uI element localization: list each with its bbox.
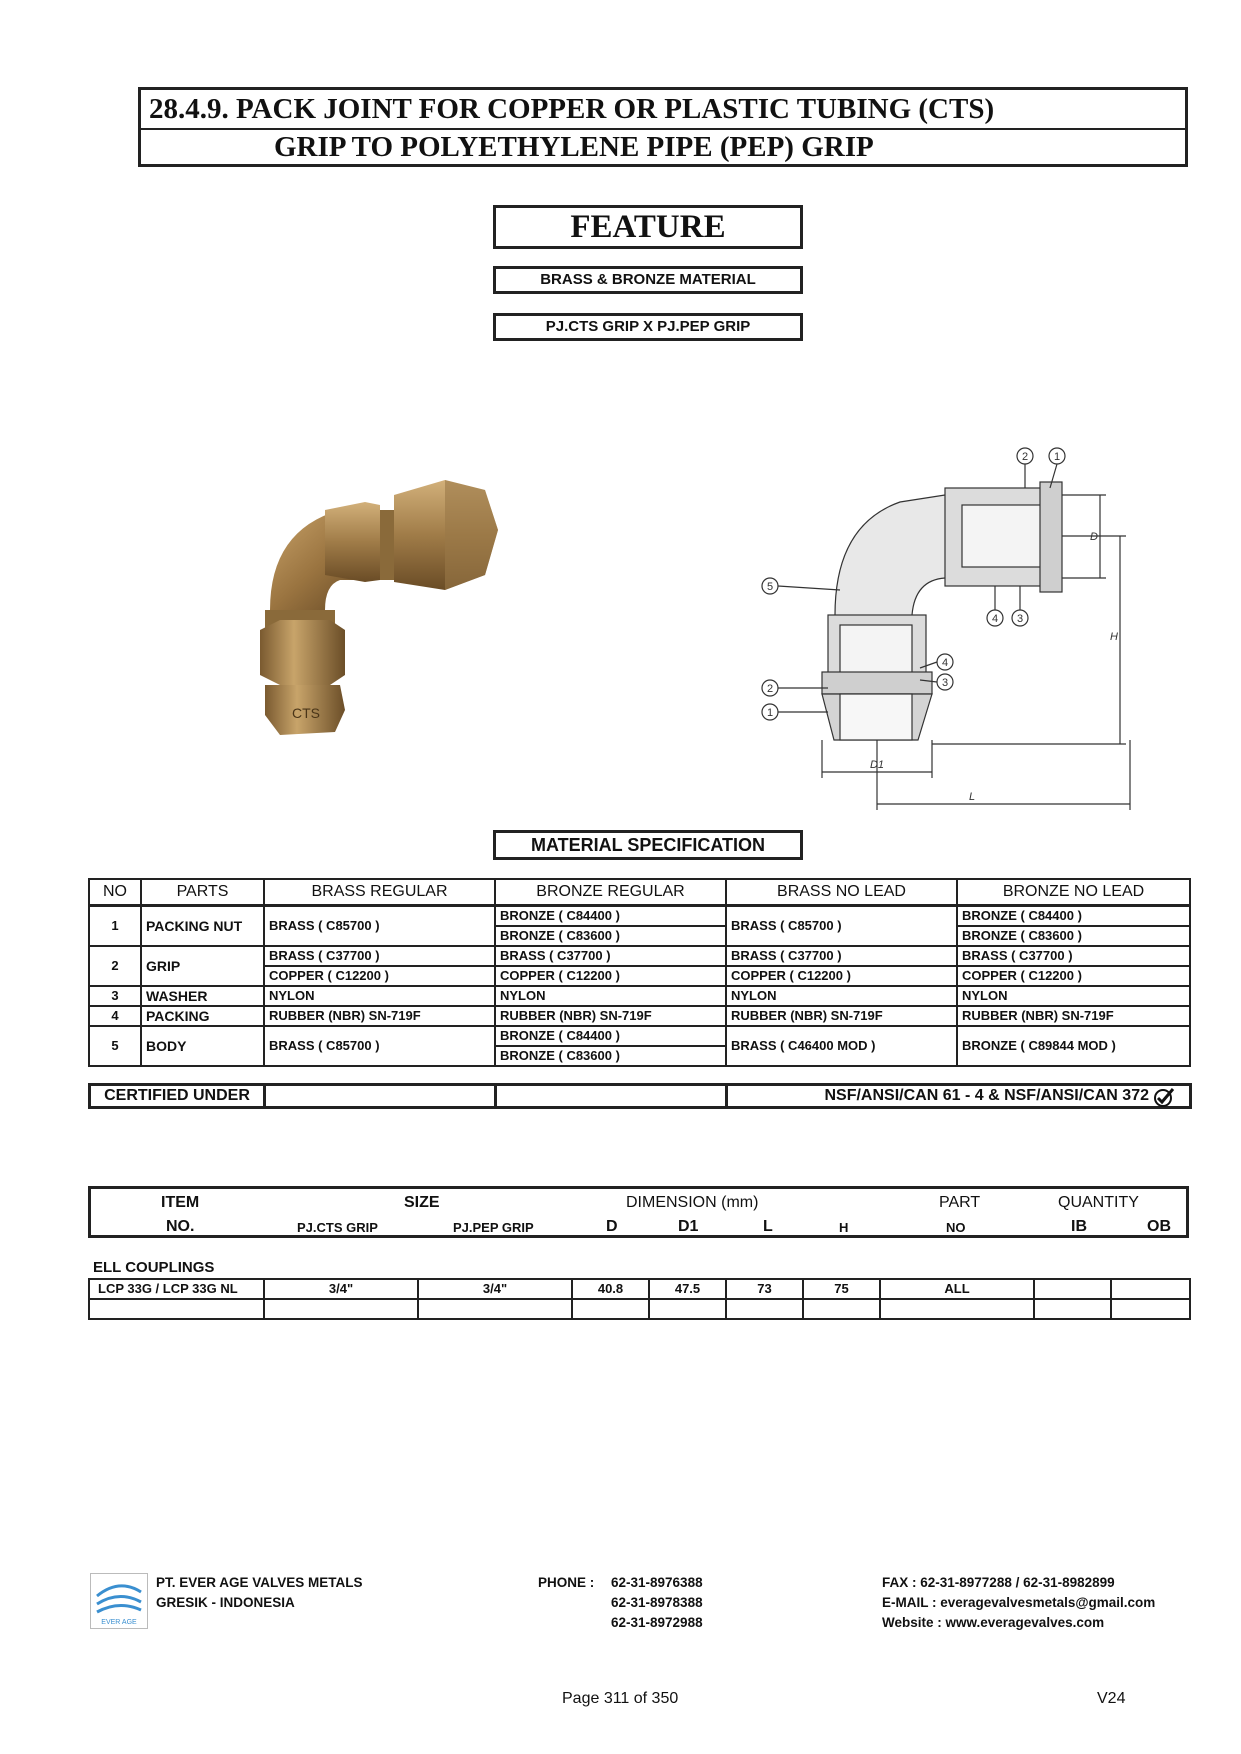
empty-cell bbox=[264, 1299, 418, 1319]
cell-bronze-regular: BRONZE ( C83600 ) bbox=[495, 926, 726, 946]
header-d1: D1 bbox=[678, 1218, 699, 1235]
cell-item: LCP 33G / LCP 33G NL bbox=[89, 1279, 264, 1299]
dimension-table bbox=[88, 1278, 1191, 1320]
check-icon bbox=[1153, 1087, 1175, 1113]
header-d: D bbox=[606, 1218, 618, 1235]
row-no: 5 bbox=[89, 1026, 141, 1066]
photo-engraving: CTS bbox=[292, 705, 320, 721]
header-ib: IB bbox=[1071, 1218, 1087, 1235]
cert-empty-1 bbox=[265, 1085, 496, 1108]
company-logo bbox=[90, 1573, 148, 1629]
callout-5: 5 bbox=[766, 581, 774, 593]
cell-bronze-regular: BRONZE ( C84400 ) bbox=[495, 1026, 726, 1046]
cell-ib bbox=[1034, 1279, 1111, 1299]
technical-drawing bbox=[750, 440, 1140, 810]
header-l: L bbox=[763, 1218, 773, 1235]
cell-bronze-regular: COPPER ( C12200 ) bbox=[495, 966, 726, 986]
header-ob: OB bbox=[1147, 1218, 1171, 1235]
cell-brass-regular: NYLON bbox=[264, 986, 495, 1006]
row-part: PACKING bbox=[141, 1006, 264, 1026]
section-ell-couplings: ELL COUPLINGS bbox=[93, 1259, 215, 1276]
cell-brass-no-lead: COPPER ( C12200 ) bbox=[726, 966, 957, 986]
cell-cts: 3/4" bbox=[264, 1279, 418, 1299]
title-block bbox=[138, 87, 1188, 167]
callout-4: 4 bbox=[991, 613, 999, 625]
header-h: H bbox=[839, 1220, 849, 1235]
feature-model: PJ.CTS GRIP X PJ.PEP GRIP bbox=[493, 313, 803, 341]
cell-bronze-no-lead: COPPER ( C12200 ) bbox=[957, 966, 1190, 986]
table-row bbox=[89, 1279, 1190, 1299]
cell-ob bbox=[1111, 1279, 1190, 1299]
page-number: Page 311 of 350 bbox=[562, 1690, 679, 1707]
callout-3-lower: 3 bbox=[941, 677, 949, 689]
table-row bbox=[89, 906, 1190, 927]
callout-1-lower: 1 bbox=[766, 707, 774, 719]
header-item-no: NO. bbox=[166, 1218, 195, 1235]
row-part: WASHER bbox=[141, 986, 264, 1006]
page-subtitle: GRIP TO POLYETHYLENE PIPE (PEP) GRIP bbox=[274, 131, 874, 163]
cert-empty-2 bbox=[496, 1085, 727, 1108]
cell-brass-regular: BRASS ( C85700 ) bbox=[264, 1026, 495, 1066]
dim-label-h: H bbox=[1110, 631, 1118, 643]
empty-cell bbox=[726, 1299, 803, 1319]
cell-bronze-no-lead: RUBBER (NBR) SN-719F bbox=[957, 1006, 1190, 1026]
phone-1: 62-31-8976388 bbox=[611, 1575, 703, 1590]
row-no: 1 bbox=[89, 906, 141, 947]
header-dimension: DIMENSION (mm) bbox=[626, 1194, 759, 1211]
certification-row bbox=[88, 1083, 1192, 1109]
row-part: GRIP bbox=[141, 946, 264, 986]
fax: FAX : 62-31-8977288 / 62-31-8982899 bbox=[882, 1575, 1115, 1590]
header-pj-cts: PJ.CTS GRIP bbox=[297, 1220, 378, 1235]
certified-value-cell bbox=[727, 1085, 1191, 1108]
cell-bronze-no-lead: BRONZE ( C84400 ) bbox=[957, 906, 1190, 927]
header-part-no: NO bbox=[946, 1220, 966, 1235]
company-name: PT. EVER AGE VALVES METALS bbox=[156, 1575, 363, 1590]
empty-cell bbox=[649, 1299, 726, 1319]
company-location: GRESIK - INDONESIA bbox=[156, 1595, 295, 1610]
table-row bbox=[89, 946, 1190, 966]
cell-brass-no-lead: NYLON bbox=[726, 986, 957, 1006]
cell-bronze-no-lead: BRONZE ( C89844 MOD ) bbox=[957, 1026, 1190, 1066]
empty-cell bbox=[572, 1299, 649, 1319]
cell-brass-no-lead: BRASS ( C46400 MOD ) bbox=[726, 1026, 957, 1066]
table-row bbox=[89, 1026, 1190, 1046]
cell-bronze-regular: BRASS ( C37700 ) bbox=[495, 946, 726, 966]
version-label: V24 bbox=[1097, 1690, 1126, 1707]
phone-label: PHONE : bbox=[538, 1575, 595, 1590]
dim-label-d1: D1 bbox=[869, 759, 885, 771]
cell-brass-regular: BRASS ( C37700 ) bbox=[264, 946, 495, 966]
cell-bronze-regular: NYLON bbox=[495, 986, 726, 1006]
callout-2-lower: 2 bbox=[766, 683, 774, 695]
row-no: 2 bbox=[89, 946, 141, 986]
phone-2: 62-31-8978388 bbox=[611, 1595, 703, 1610]
callout-3: 3 bbox=[1016, 613, 1024, 625]
header-item: ITEM bbox=[161, 1194, 200, 1211]
page-title: 28.4.9. PACK JOINT FOR COPPER OR PLASTIC TUBING (CTS) bbox=[141, 90, 1185, 130]
col-brass-regular: BRASS REGULAR bbox=[264, 879, 495, 906]
empty-cell bbox=[1034, 1299, 1111, 1319]
cell-l: 73 bbox=[726, 1279, 803, 1299]
cell-brass-no-lead: BRASS ( C85700 ) bbox=[726, 906, 957, 947]
cell-bronze-no-lead: BRASS ( C37700 ) bbox=[957, 946, 1190, 966]
cell-bronze-no-lead: NYLON bbox=[957, 986, 1190, 1006]
dimension-table-header bbox=[88, 1186, 1189, 1238]
cell-bronze-regular: BRONZE ( C84400 ) bbox=[495, 906, 726, 927]
cell-brass-no-lead: RUBBER (NBR) SN-719F bbox=[726, 1006, 957, 1026]
empty-cell bbox=[89, 1299, 264, 1319]
certified-label: CERTIFIED UNDER bbox=[90, 1085, 265, 1108]
cell-h: 75 bbox=[803, 1279, 880, 1299]
col-bronze-no-lead: BRONZE NO LEAD bbox=[957, 879, 1190, 906]
certified-value: NSF/ANSI/CAN 61 - 4 & NSF/ANSI/CAN 372 bbox=[824, 1087, 1149, 1104]
row-no: 3 bbox=[89, 986, 141, 1006]
dim-label-d: D bbox=[1090, 531, 1098, 543]
material-spec-table bbox=[88, 878, 1191, 1067]
col-brass-no-lead: BRASS NO LEAD bbox=[726, 879, 957, 906]
cell-bronze-regular: BRONZE ( C83600 ) bbox=[495, 1046, 726, 1066]
material-table-header bbox=[89, 879, 1190, 906]
callout-2: 2 bbox=[1021, 451, 1029, 463]
col-parts: PARTS bbox=[141, 879, 264, 906]
callout-1: 1 bbox=[1053, 451, 1061, 463]
table-row bbox=[89, 986, 1190, 1006]
header-size: SIZE bbox=[404, 1194, 440, 1211]
col-no: NO bbox=[89, 879, 141, 906]
logo-text: EVER AGE bbox=[101, 1619, 137, 1626]
cell-bronze-no-lead: BRONZE ( C83600 ) bbox=[957, 926, 1190, 946]
product-photo bbox=[240, 470, 540, 760]
material-spec-heading: MATERIAL SPECIFICATION bbox=[493, 830, 803, 860]
cell-d: 40.8 bbox=[572, 1279, 649, 1299]
empty-cell bbox=[1111, 1299, 1190, 1319]
table-row bbox=[89, 1006, 1190, 1026]
dim-label-l: L bbox=[968, 791, 976, 803]
empty-cell bbox=[880, 1299, 1034, 1319]
feature-heading: FEATURE bbox=[493, 205, 803, 249]
row-part: BODY bbox=[141, 1026, 264, 1066]
cell-pep: 3/4" bbox=[418, 1279, 572, 1299]
col-bronze-regular: BRONZE REGULAR bbox=[495, 879, 726, 906]
cell-bronze-regular: RUBBER (NBR) SN-719F bbox=[495, 1006, 726, 1026]
row-no: 4 bbox=[89, 1006, 141, 1026]
cell-d1: 47.5 bbox=[649, 1279, 726, 1299]
empty-cell bbox=[803, 1299, 880, 1319]
empty-cell bbox=[418, 1299, 572, 1319]
table-row bbox=[89, 1299, 1190, 1319]
header-part: PART bbox=[939, 1194, 981, 1211]
feature-material: BRASS & BRONZE MATERIAL bbox=[493, 266, 803, 294]
website[interactable]: Website : www.everagevalves.com bbox=[882, 1615, 1105, 1630]
header-pj-pep: PJ.PEP GRIP bbox=[453, 1220, 534, 1235]
cell-brass-regular: RUBBER (NBR) SN-719F bbox=[264, 1006, 495, 1026]
cell-brass-regular: BRASS ( C85700 ) bbox=[264, 906, 495, 947]
cell-brass-no-lead: BRASS ( C37700 ) bbox=[726, 946, 957, 966]
cell-part-no: ALL bbox=[880, 1279, 1034, 1299]
row-part: PACKING NUT bbox=[141, 906, 264, 947]
cell-brass-regular: COPPER ( C12200 ) bbox=[264, 966, 495, 986]
email[interactable]: E-MAIL : everagevalvesmetals@gmail.com bbox=[882, 1595, 1156, 1610]
header-quantity: QUANTITY bbox=[1058, 1194, 1139, 1211]
callout-4-lower: 4 bbox=[941, 657, 949, 669]
phone-3: 62-31-8972988 bbox=[611, 1615, 703, 1630]
